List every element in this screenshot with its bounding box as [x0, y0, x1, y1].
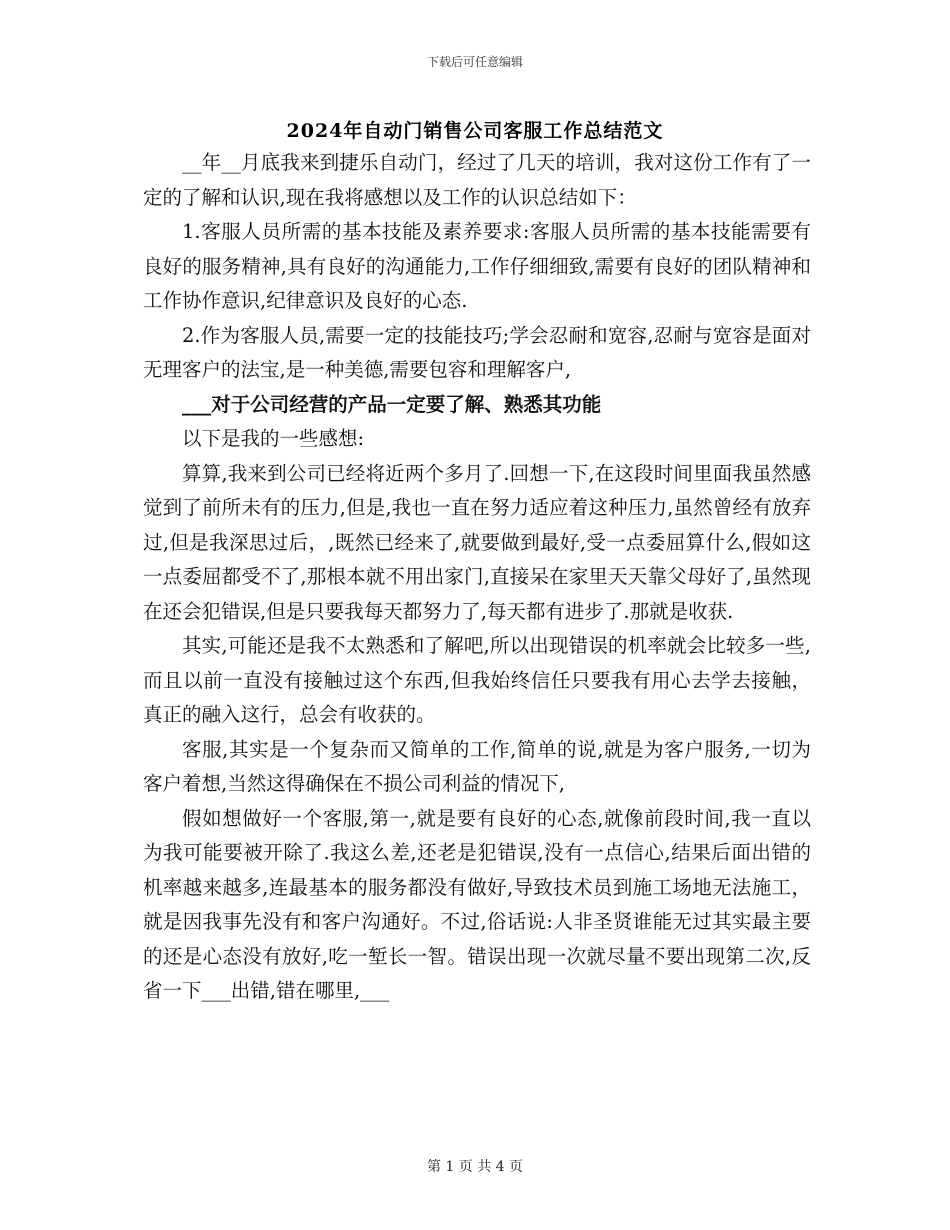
paragraph-feelings-intro: 以下是我的一些感想:	[182, 427, 365, 450]
paragraph-product-knowledge: ___对于公司经营的产品一定要了解、熟悉其功能	[182, 392, 602, 416]
page-number: 第 1 页 共 4 页	[426, 1159, 524, 1175]
paragraph-customer-service: 客服,其实是一个复杂而又简单的工作,简单的说,就是为客户服务,一切为客户着想,当然这得确保在不损公司利益的情况下,	[143, 737, 811, 795]
document-body	[143, 146, 811, 1009]
paragraph-mindset: 假如想做好一个客服,第一,就是要有良好的心态,就像前段时间,我一直以为我可能要被开除了.我这么差,还老是犯错误,没有一点信心,结果后面出错的机率越来越多,连最基本的服务都没有做好,导致技术员到施工场地无法施工，就是因我事先没有和客户沟通好。不过,俗话说:人非圣贤谁能无过其实最主要的还是心态没有放好,吃一堑长一智。错误出现一次就尽量不要出现第二次,反省一下___出错,错在哪里,___	[143, 806, 811, 1002]
paragraph-familiarity: 其实,可能还是我不太熟悉和了解吧,所以出现错误的机率就会比较多一些,而且以前一直没有接触过这个东西,但我始终信任只要我有用心去学去接触，真正的融入这行，总会有收获的。	[143, 634, 811, 726]
paragraph-techniques: 2.作为客服人员,需要一定的技能技巧;学会忍耐和宽容,忍耐与宽容是面对无理客户的法宝,是一种美德,需要包容和理解客户,	[143, 323, 811, 381]
paragraph-skills: 1.客服人员所需的基本技能及素养要求:客服人员所需的基本技能需要有良好的服务精神,具有良好的沟通能力,工作仔细细致,需要有良好的团队精神和工作协作意识,纪律意识及良好的心态.	[143, 220, 811, 312]
paragraph-intro: __年__月底我来到捷乐自动门，经过了几天的培训，我对这份工作有了一定的了解和认识,现在我将感想以及工作的认识总结如下：	[143, 151, 811, 209]
document-title: 2024年自动门销售公司客服工作总结范文	[286, 120, 664, 142]
page-header-note: 下载后可任意编辑	[426, 55, 523, 69]
paragraph-reflection: 算算,我来到公司已经将近两个多月了.回想一下,在这段时间里面我虽然感觉到了前所未有的压力,但是,我也一直在努力适应着这种压力,虽然曾经有放弃过,但是我深思过后，,既然已经来了,就要做到最好,受一点委屈算什么,假如这一点委屈都受不了,那根本就不用出家门,直接呆在家里天天靠父母好了,虽然现在还会犯错误,但是只要我每天都努力了,每天都有进步了.那就是收获.	[143, 461, 811, 623]
